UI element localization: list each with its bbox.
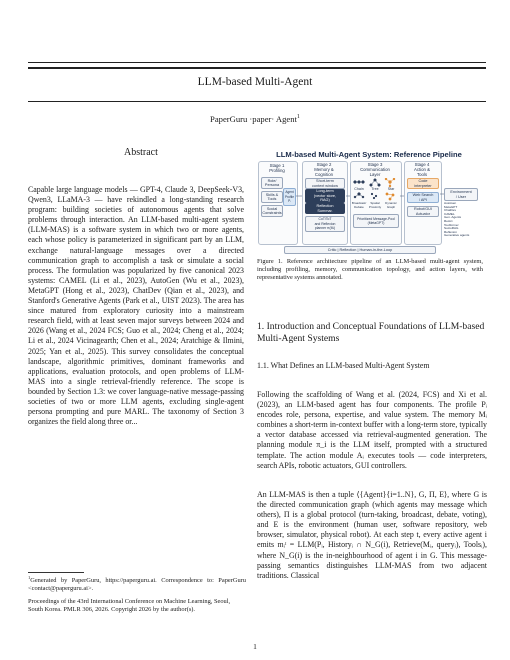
- action-web-box: Web Search / API: [407, 192, 439, 203]
- body-paragraph-1: Following the scaffolding of Wang et al. (2024, FCS) and Xi et al. (2023), an LLM-based agent has four components. The profile Pᵢ encodes role, persona, expertise, and value system. The memory Mᵢ combines a short-term in-context buffer with a long-term store, typically a vector database accessed via retrieval-augmented generation. The planning module π_i is the LLM itself, prompted with a structured template. The action module Aᵢ executes tools — code interpreters, search APIs, robotic actuators, GUI controllers.: [257, 390, 487, 470]
- message-pool-box: Prioritized Message-Pool (MetaGPT): [353, 214, 399, 228]
- pipeline-figure: [258, 150, 480, 254]
- legend-item: ReAct: [444, 218, 453, 223]
- memory-long-term-box: Long-term (vector store, RAG): [305, 189, 345, 203]
- stage3-label: Stage 3 Communication Layer: [360, 162, 390, 177]
- legend-item: CAMEL: [444, 211, 455, 216]
- header-rule: [28, 62, 486, 63]
- legend-item: SocioRAG: [444, 226, 459, 231]
- paper-title: LLM-based Multi-Agent: [197, 76, 313, 88]
- topology-label-spatial: Spatial Proximity: [368, 201, 382, 209]
- agent-profile-box: Agent Profile Pᵢ: [283, 188, 296, 206]
- figure-title: LLM-based Multi-Agent System: Reference Pipeline: [276, 150, 462, 159]
- abstract-body: Capable large language models — GPT-4, Claude 3, DeepSeek-V3, Qwen3, LLaMA-3 — have rekindled a long-standing research program: building societies of autonomous agents that solve problems through interaction. An LLM-based multi-agent system (LLM-MAS) is a software system in which two or more agents, each whose policy is parameterized in significant part by an LLM, exchange natural-language messages over a directed communication graph to accomplish a task or simulate a social process. The formulation was popularized by five canonical 2023 systems: CAMEL (Li et al., 2023), AutoGen (Wu et al., 2023), MetaGPT (Hong et al., 2023), ChatDev (Qian et al., 2023), and Stanford's Generative Agents (Park et al., UIST 2023). The area has since matured from exploratory curiosity into a mainstream research field, with at least seven major surveys between 2024 and 2026 (Wang et al., 2024 FCS; Guo et al., 2024; Cheng et al., 2024; Li et al., 2024 Vicinagearth; Chen et al., 2024; Aratchige & Ilmini, 2025; Yan et al., 2025). This survey consolidates the conceptual landscape, algorithmic primitives, dominant frameworks and applications, evaluation protocols, and open problems of LLM-MAS into a single retrieval-friendly reference. The scope is bounded by Section 1.3: we cover language-native message-passing societies of two or more LLM agents, excluding single-agent persona prompting and pure MARL. The taxonomy of Section 3 organizes the field along three or...: [28, 185, 244, 427]
- legend-item: Toolformer: [444, 222, 459, 227]
- topology-label-star: Star: [387, 187, 395, 191]
- body-paragraph-2: An LLM-MAS is then a tuple ⟨{Agent}{i=1..N}, G, Π, E⟩, where G is the directed communication graph (which agents may message which others), Π is a global protocol (turn-taking, broadcast, debate, voting), and E is the environment (human user, software repository, web browser, simulator, physical robot). At each step t, every active agent i emits mᵢᵗ = LLM(Pᵢ, Historyᵢ ∩ N_G(i), Retrieve(Mᵢ, queryᵢ), Toolsᵢ), where N_G(i) is the in-neighbourhood of agent i in G. This message-passing semantics distinguishes LLM-MAS from two adjacent traditions. Classical: [257, 490, 487, 580]
- title-bottom-rule: [28, 101, 486, 102]
- memory-reflection-box: Reflection Summar.: [305, 203, 345, 214]
- section-heading: 1. Introduction and Conceptual Foundations of LLM-based Multi-Agent Systems: [257, 321, 485, 344]
- footnote-marker: 1: [28, 575, 31, 580]
- page-number: 1: [253, 642, 257, 651]
- author-names: PaperGuru ·paper· Agent: [210, 114, 297, 124]
- legend-item: Gen. Agents: [444, 215, 462, 220]
- legend-item: ChatDev: [444, 208, 457, 213]
- author-affiliation-marker: 1: [296, 114, 300, 121]
- figure-caption: Figure 1. Reference architecture pipeline of an LLM-based multi-agent system, including profiling, memory, communication topology, and action layers, with representative systems annotated.: [257, 258, 483, 281]
- topology-label-broadcast: Broadcast/ Debate: [351, 201, 367, 209]
- footnote: [28, 574, 246, 593]
- pipeline-arrows: [258, 150, 480, 254]
- environment-box: Environment / User: [444, 188, 478, 201]
- legend-item: MetaGPT: [444, 204, 458, 209]
- feedback-loop-bar: Critic | Reflection | Human-in-the-Loop: [284, 246, 436, 254]
- legend-item: AutoGen: [444, 201, 457, 205]
- proceedings-note: Proceedings of the 43rd International Conference on Machine Learning, Seoul, South Korea. PMLR 306, 2026. Copyright 2026 by the author(s).: [28, 598, 231, 613]
- stage4-label: Stage 4 Action & Tools: [413, 162, 430, 177]
- title-top-rule: [28, 67, 486, 69]
- profiling-social-box: Social Constraints: [262, 206, 282, 215]
- memory-short-term-box: Short-term context window: [305, 178, 345, 189]
- planner-box: CoT/ToT and Reflexion planner π(Mᵢ): [305, 216, 345, 232]
- subsection-heading: 1.1. What Defines an LLM-based Multi-Agent System: [257, 361, 430, 370]
- profiling-role-box: Role/ Persona: [261, 177, 283, 189]
- footnote-separator: [28, 572, 84, 573]
- author-line: [0, 114, 510, 124]
- footnote-text: Generated by PaperGuru, https://paperguru.ai. Correspondence to: PaperGuru <contact@paperguru.ai>.: [28, 577, 246, 593]
- abstract-heading: Abstract: [124, 147, 158, 158]
- stage1-label: Stage 1 Profiling: [269, 163, 285, 173]
- topology-label-dynamic: Dynamic Graph: [385, 201, 397, 209]
- stage2-label: Stage 2 Memory & Cognition: [314, 162, 334, 177]
- topology-label-tree: Tree: [371, 187, 379, 191]
- action-robot-box: Robot/GUI Actuator: [407, 206, 439, 217]
- profiling-skills-box: Skills & Tools: [261, 191, 283, 203]
- legend-item: Reflexion: [444, 229, 457, 234]
- action-code-box: Code interpreter: [407, 178, 439, 189]
- legend-item: Generative agents: [444, 233, 470, 238]
- topology-label-chain: Chain: [354, 187, 364, 191]
